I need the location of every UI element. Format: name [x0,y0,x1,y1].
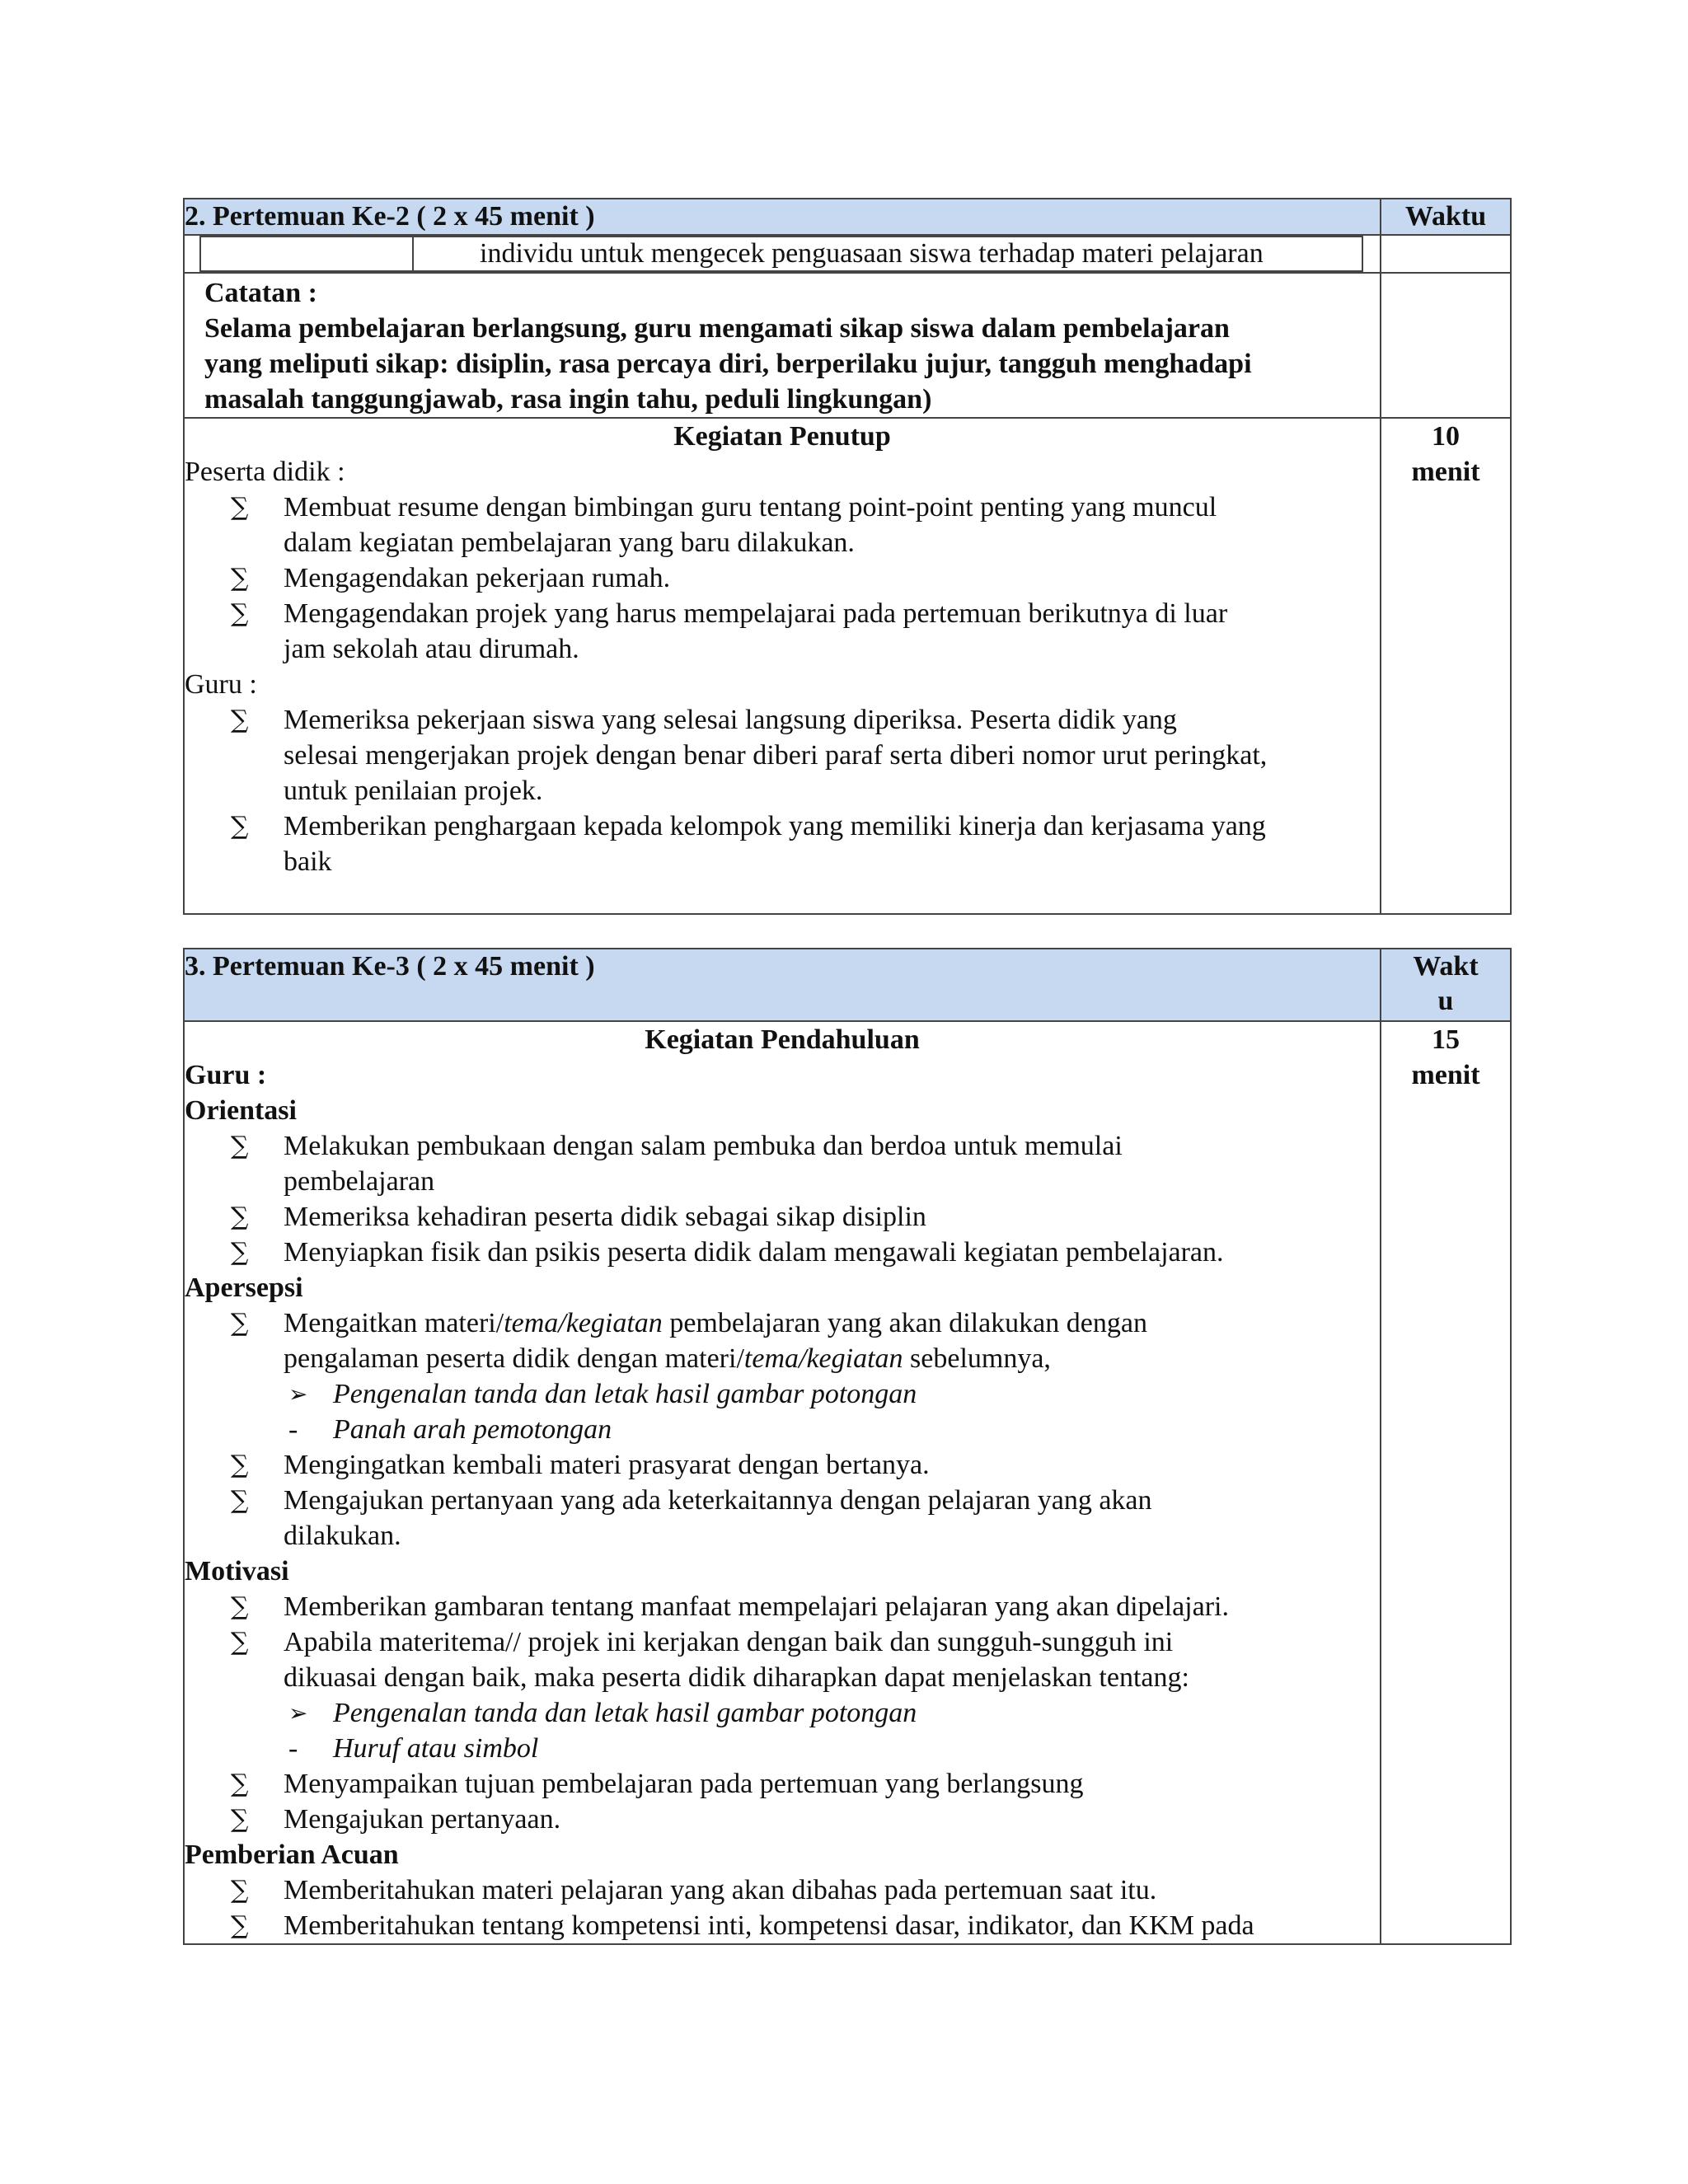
sigma-bullet-icon: ∑ [231,1486,249,1515]
arrow-bullet-icon: ➢ [288,1380,308,1408]
meeting-3-title: 3. Pertemuan Ke-3 ( 2 x 45 menit ) [184,949,1381,1021]
meeting-2-table [183,198,1512,915]
list-item: ∑ Mengagendakan pekerjaan rumah. [185,560,1380,596]
meeting-3-table [183,948,1512,1945]
sigma-bullet-icon: ∑ [231,1805,249,1834]
list-item: ∑ Mengingatkan kembali materi prasyarat dengan bertanya. [185,1447,1380,1483]
orientasi-list [185,1128,1380,1270]
motivasi-heading: Motivasi [185,1556,289,1586]
peserta-list [185,490,1380,667]
list-item: ∑ Mengagendakan projek yang harus mempelajarai pada pertemuan berikutnya di luar jam sekolah atau dirumah. [185,596,1380,667]
arrow-bullet-icon: ➢ [288,1699,308,1727]
sigma-bullet-icon: ∑ [231,1132,249,1160]
catatan-line: yang meliputi sikap: disiplin, rasa percaya diri, berperilaku jujur, tangguh menghadapi [204,349,1252,379]
catatan-row [184,273,1511,418]
sigma-bullet-icon: ∑ [231,1911,249,1940]
sub-sub-item: - Huruf atau simbol [234,1731,1380,1766]
sub-sub-item: - Panah arah pemotongan [234,1412,1380,1447]
acuan-heading: Pemberian Acuan [185,1840,399,1870]
carry-over-inner-table [199,236,1363,272]
pendahuluan-row [184,1021,1511,1944]
acuan-list [185,1872,1380,1943]
sigma-bullet-icon: ∑ [231,1202,249,1231]
list-item: ∑ Apabila materitema// projek ini kerjakan dengan baik dan sungguh-sungguh ini dikuasai dengan baik, maka peserta didik diharapkan dapat menjelaskan tentang: ➢ Pengenalan tanda dan letak hasil gambar potongan - Huruf atau simbol [185,1624,1380,1766]
guru-label: Guru : [185,669,257,700]
sigma-bullet-icon: ∑ [231,493,249,522]
sigma-bullet-icon: ∑ [231,1238,249,1267]
list-item: ∑ Memberitahukan materi pelajaran yang akan dibahas pada pertemuan saat itu. [185,1872,1380,1908]
list-item: ∑ Melakukan pembukaan dengan salam pembuka dan berdoa untuk memulai pembelajaran [185,1128,1380,1199]
peserta-label: Peserta didik : [185,457,345,487]
sigma-bullet-icon: ∑ [231,1451,249,1479]
dash-bullet-icon: - [288,1733,298,1764]
sigma-bullet-icon: ∑ [231,1309,249,1338]
list-item: ∑ Menyampaikan tujuan pembelajaran pada pertemuan yang berlangsung [185,1766,1380,1802]
guru-label: Guru : [185,1060,267,1090]
list-item: ∑ Memberikan penghargaan kepada kelompok yang memiliki kinerja dan kerjasama yang baik [185,808,1380,879]
sigma-bullet-icon: ∑ [231,812,249,841]
sigma-bullet-icon: ∑ [231,705,249,734]
list-item: ∑ Mengajukan pertanyaan yang ada keterkaitannya dengan pelajaran yang akan dilakukan. [185,1483,1380,1554]
meeting-3-header-row [184,949,1511,1021]
apersepsi-heading: Apersepsi [185,1272,303,1303]
apersepsi-list [185,1305,1380,1554]
catatan-label: Catatan : [204,278,317,308]
meeting-2-waktu-header: Waktu [1381,199,1511,235]
sigma-bullet-icon: ∑ [231,1592,249,1621]
list-item: ∑ Memeriksa kehadiran peserta didik sebagai sikap disiplin [185,1199,1380,1235]
sigma-bullet-icon: ∑ [231,564,249,593]
pendahuluan-time: 15 menit [1381,1021,1511,1944]
penutup-row [184,418,1511,914]
catatan-line: masalah tanggungjawab, rasa ingin tahu, peduli lingkungan) [204,384,932,415]
carry-over-row [184,235,1511,273]
meeting-3-waktu-header: Wakt u [1381,949,1511,1021]
carry-over-text: individu untuk mengecek penguasaan siswa terhadap materi pelajaran [413,237,1362,271]
penutup-title: Kegiatan Penutup [673,421,891,452]
guru-list [185,702,1380,879]
penutup-time: 10 menit [1381,418,1511,914]
sub-item: ➢ Pengenalan tanda dan letak hasil gambar potongan [284,1376,1380,1412]
pendahuluan-title: Kegiatan Pendahuluan [645,1024,920,1055]
list-item: ∑ Memberitahukan tentang kompetensi inti, kompetensi dasar, indikator, dan KKM pada [185,1908,1380,1943]
list-item: ∑ Memberikan gambaran tentang manfaat mempelajari pelajaran yang akan dipelajari. [185,1589,1380,1624]
catatan-line: Selama pembelajaran berlangsung, guru mengamati sikap siswa dalam pembelajaran [204,313,1230,344]
motivasi-list [185,1589,1380,1837]
list-item: ∑ Mengajukan pertanyaan. [185,1802,1380,1837]
list-item: ∑ Menyiapkan fisik dan psikis peserta didik dalam mengawali kegiatan pembelajaran. [185,1235,1380,1270]
sub-item: ➢ Pengenalan tanda dan letak hasil gambar potongan [284,1695,1380,1731]
list-item: ∑ Mengaitkan materi/tema/kegiatan pembelajaran yang akan dilakukan dengan pengalaman peserta didik dengan materi/tema/kegiatan sebelumnya, ➢ Pengenalan tanda dan letak hasil gambar potongan - Panah arah pemotongan [185,1305,1380,1447]
list-item: ∑ Memeriksa pekerjaan siswa yang selesai langsung diperiksa. Peserta didik yang selesai mengerjakan projek dengan benar diberi paraf serta diberi nomor urut peringkat, untuk penilaian projek. [185,702,1380,808]
sigma-bullet-icon: ∑ [231,1769,249,1798]
sigma-bullet-icon: ∑ [231,1628,249,1657]
meeting-2-title: 2. Pertemuan Ke-2 ( 2 x 45 menit ) [184,199,1381,235]
meeting-2-header-row [184,199,1511,235]
orientasi-heading: Orientasi [185,1095,297,1126]
list-item: ∑ Membuat resume dengan bimbingan guru tentang point-point penting yang muncul dalam kegiatan pembelajaran yang baru dilakukan. [185,490,1380,560]
sigma-bullet-icon: ∑ [231,599,249,628]
sigma-bullet-icon: ∑ [231,1876,249,1905]
dash-bullet-icon: - [288,1414,298,1445]
